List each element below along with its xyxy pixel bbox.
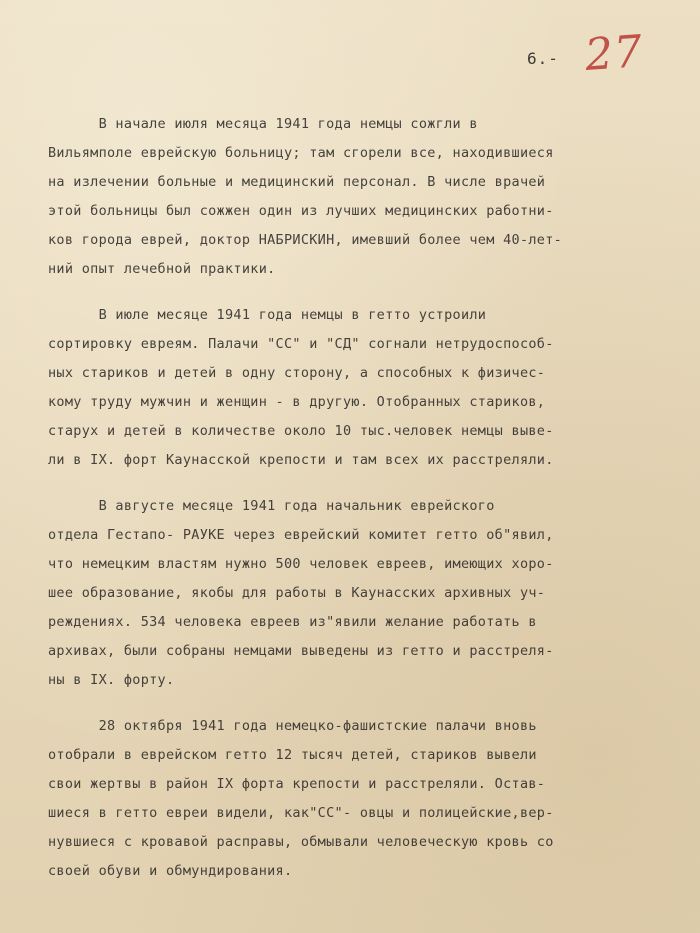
document-body (48, 110, 663, 903)
text-line: архивах, были собраны немцами выведены из гетто и расстреля- (48, 643, 554, 659)
text-line: ли в IX. форт Каунасской крепости и там всех их расстреляли. (48, 452, 554, 468)
text-line: 28 октября 1941 года немецко-фашистские палачи вновь (48, 718, 537, 734)
handwritten-folio-number: 27 (583, 26, 645, 81)
text-line: нувшиеся с кровавой расправы, обмывали человеческую кровь со (48, 834, 554, 850)
paragraph-3 (48, 492, 663, 695)
text-line: Вильямполе еврейскую больницу; там сгорели все, находившиеся (48, 145, 554, 161)
text-line: что немецким властям нужно 500 человек евреев, имеющих хоро- (48, 556, 554, 572)
text-line: шее образование, якобы для работы в Каунасских архивных уч- (48, 585, 546, 601)
text-line: сортировку евреям. Палачи "СС" и "СД" согнали нетрудоспособ- (48, 336, 554, 352)
text-line: ных стариков и детей в одну сторону, а способных к физичес- (48, 365, 546, 381)
text-line: ков города еврей, доктор НАБРИСКИН, имевший более чем 40-лет- (48, 232, 563, 248)
text-line: В июле месяце 1941 года немцы в гетто устроили (48, 307, 487, 323)
text-line: ний опыт лечебной практики. (48, 261, 276, 277)
text-line: на излечении больные и медицинский персонал. В числе врачей (48, 174, 546, 190)
text-line: старух и детей в количестве около 10 тыс.человек немцы выве- (48, 423, 554, 439)
text-line: кому труду мужчин и женщин - в другую. Отобранных стариков, (48, 394, 546, 410)
text-line: этой больницы был сожжен один из лучших медицинских работни- (48, 203, 554, 219)
text-line: своей обуви и обмундирования. (48, 863, 293, 879)
page-number: 6.- (527, 49, 559, 68)
text-line: ны в IX. форту. (48, 672, 175, 688)
text-line: В августе месяце 1941 года начальник еврейского (48, 498, 495, 514)
paragraph-2 (48, 301, 663, 475)
text-line: шиеся в гетто евреи видели, как"СС"- овцы и полицейские,вер- (48, 805, 554, 821)
paragraph-4 (48, 712, 663, 886)
text-line: реждениях. 534 человека евреев из"явили желание работать в (48, 614, 537, 630)
paragraph-1 (48, 110, 663, 284)
text-line: свои жертвы в район IX форта крепости и расстреляли. Остав- (48, 776, 546, 792)
text-line: В начале июля месяца 1941 года немцы сожгли в (48, 116, 478, 132)
text-line: отдела Гестапо- РАУКЕ через еврейский комитет гетто об"явил, (48, 527, 554, 543)
text-line: отобрали в еврейском гетто 12 тысяч детей, стариков вывели (48, 747, 537, 763)
